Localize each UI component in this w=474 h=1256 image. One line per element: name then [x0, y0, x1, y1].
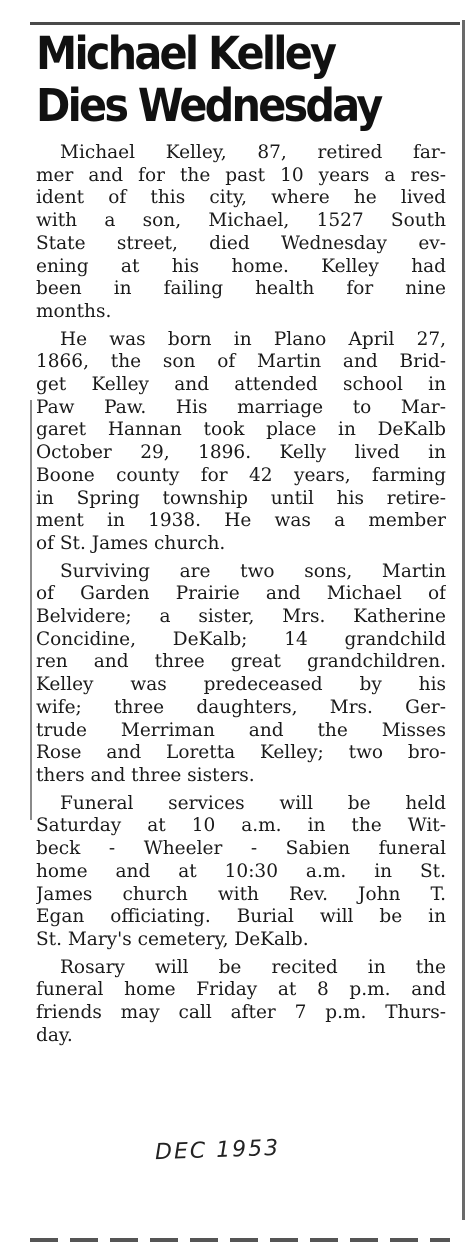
headline	[36, 28, 413, 132]
text-line: mer and for the past 10 years a res-	[36, 164, 446, 186]
text-line: get Kelley and attended school in	[36, 374, 446, 396]
text-line: Paw Paw. His marriage to Mar-	[36, 396, 446, 418]
text-line: 1866, the son of Martin and Brid-	[36, 351, 446, 373]
text-line: garet Hannan took place in DeKalb	[36, 419, 446, 441]
paragraph-funeral-services	[36, 793, 446, 952]
text-line: Rose and Loretta Kelley; two bro-	[36, 742, 446, 764]
text-line: Boone county for 42 years, farming	[36, 464, 446, 486]
text-line: beck - Wheeler - Sabien funeral	[36, 838, 446, 860]
text-line: He was born in Plano April 27,	[60, 328, 446, 350]
text-line: ident of this city, where he lived	[36, 187, 446, 209]
text-line: in Spring township until his retire-	[36, 487, 446, 509]
paragraph-biography	[36, 329, 446, 556]
text-line: Saturday at 10 a.m. in the Wit-	[36, 815, 446, 837]
text-line: friends may call after 7 p.m. Thurs-	[36, 1002, 446, 1024]
text-line: been in failing health for nine	[36, 278, 446, 300]
text-line: day.	[36, 1024, 73, 1046]
text-line: wife; three daughters, Mrs. Ger-	[36, 696, 446, 718]
text-line: Surviving are two sons, Martin	[60, 560, 446, 582]
text-line: ren and three great grandchildren.	[36, 651, 446, 673]
handwritten-date-stamp: DEC 1953	[154, 1135, 281, 1166]
text-line: October 29, 1896. Kelly lived in	[36, 442, 446, 464]
paragraph-rosary	[36, 957, 446, 1048]
paragraph-death-notice	[36, 142, 446, 324]
text-line: trude Merriman and the Misses	[36, 719, 446, 741]
scan-edge-right	[462, 20, 465, 1220]
text-line: Belvidere; a sister, Mrs. Katherine	[36, 606, 446, 628]
newspaper-clipping	[36, 28, 446, 1208]
text-line: Kelley was predeceased by his	[36, 674, 446, 696]
paragraph-survivors	[36, 561, 446, 788]
scan-edge-bottom	[30, 1238, 450, 1242]
text-line: ening at his home. Kelley had	[36, 255, 446, 277]
text-line: St. Mary's cemetery, DeKalb.	[36, 928, 309, 950]
scan-edge-left	[30, 400, 32, 820]
text-line: State street, died Wednesday ev-	[36, 232, 446, 254]
text-line: thers and three sisters.	[36, 764, 255, 786]
article-body	[36, 142, 446, 1047]
text-line: Michael Kelley, 87, retired far-	[60, 142, 446, 163]
text-line: months.	[36, 300, 112, 322]
scan-edge-top	[30, 22, 460, 25]
text-line: ment in 1938. He was a member	[36, 510, 446, 532]
text-line: of Garden Prairie and Michael of	[36, 583, 446, 605]
headline-line-1: Michael Kelley	[36, 27, 335, 80]
text-line: James church with Rev. John T.	[36, 883, 446, 905]
text-line: Rosary will be recited in the	[60, 956, 446, 978]
text-line: home and at 10:30 a.m. in St.	[36, 860, 446, 882]
headline-line-2: Dies Wednesday	[36, 79, 381, 132]
text-line: Funeral services will be held	[60, 792, 446, 814]
text-line: Egan officiating. Burial will be in	[36, 906, 446, 928]
text-line: funeral home Friday at 8 p.m. and	[36, 979, 446, 1001]
text-line: with a son, Michael, 1527 South	[36, 210, 446, 232]
text-line: of St. James church.	[36, 532, 226, 554]
text-line: Concidine, DeKalb; 14 grandchild	[36, 628, 446, 650]
